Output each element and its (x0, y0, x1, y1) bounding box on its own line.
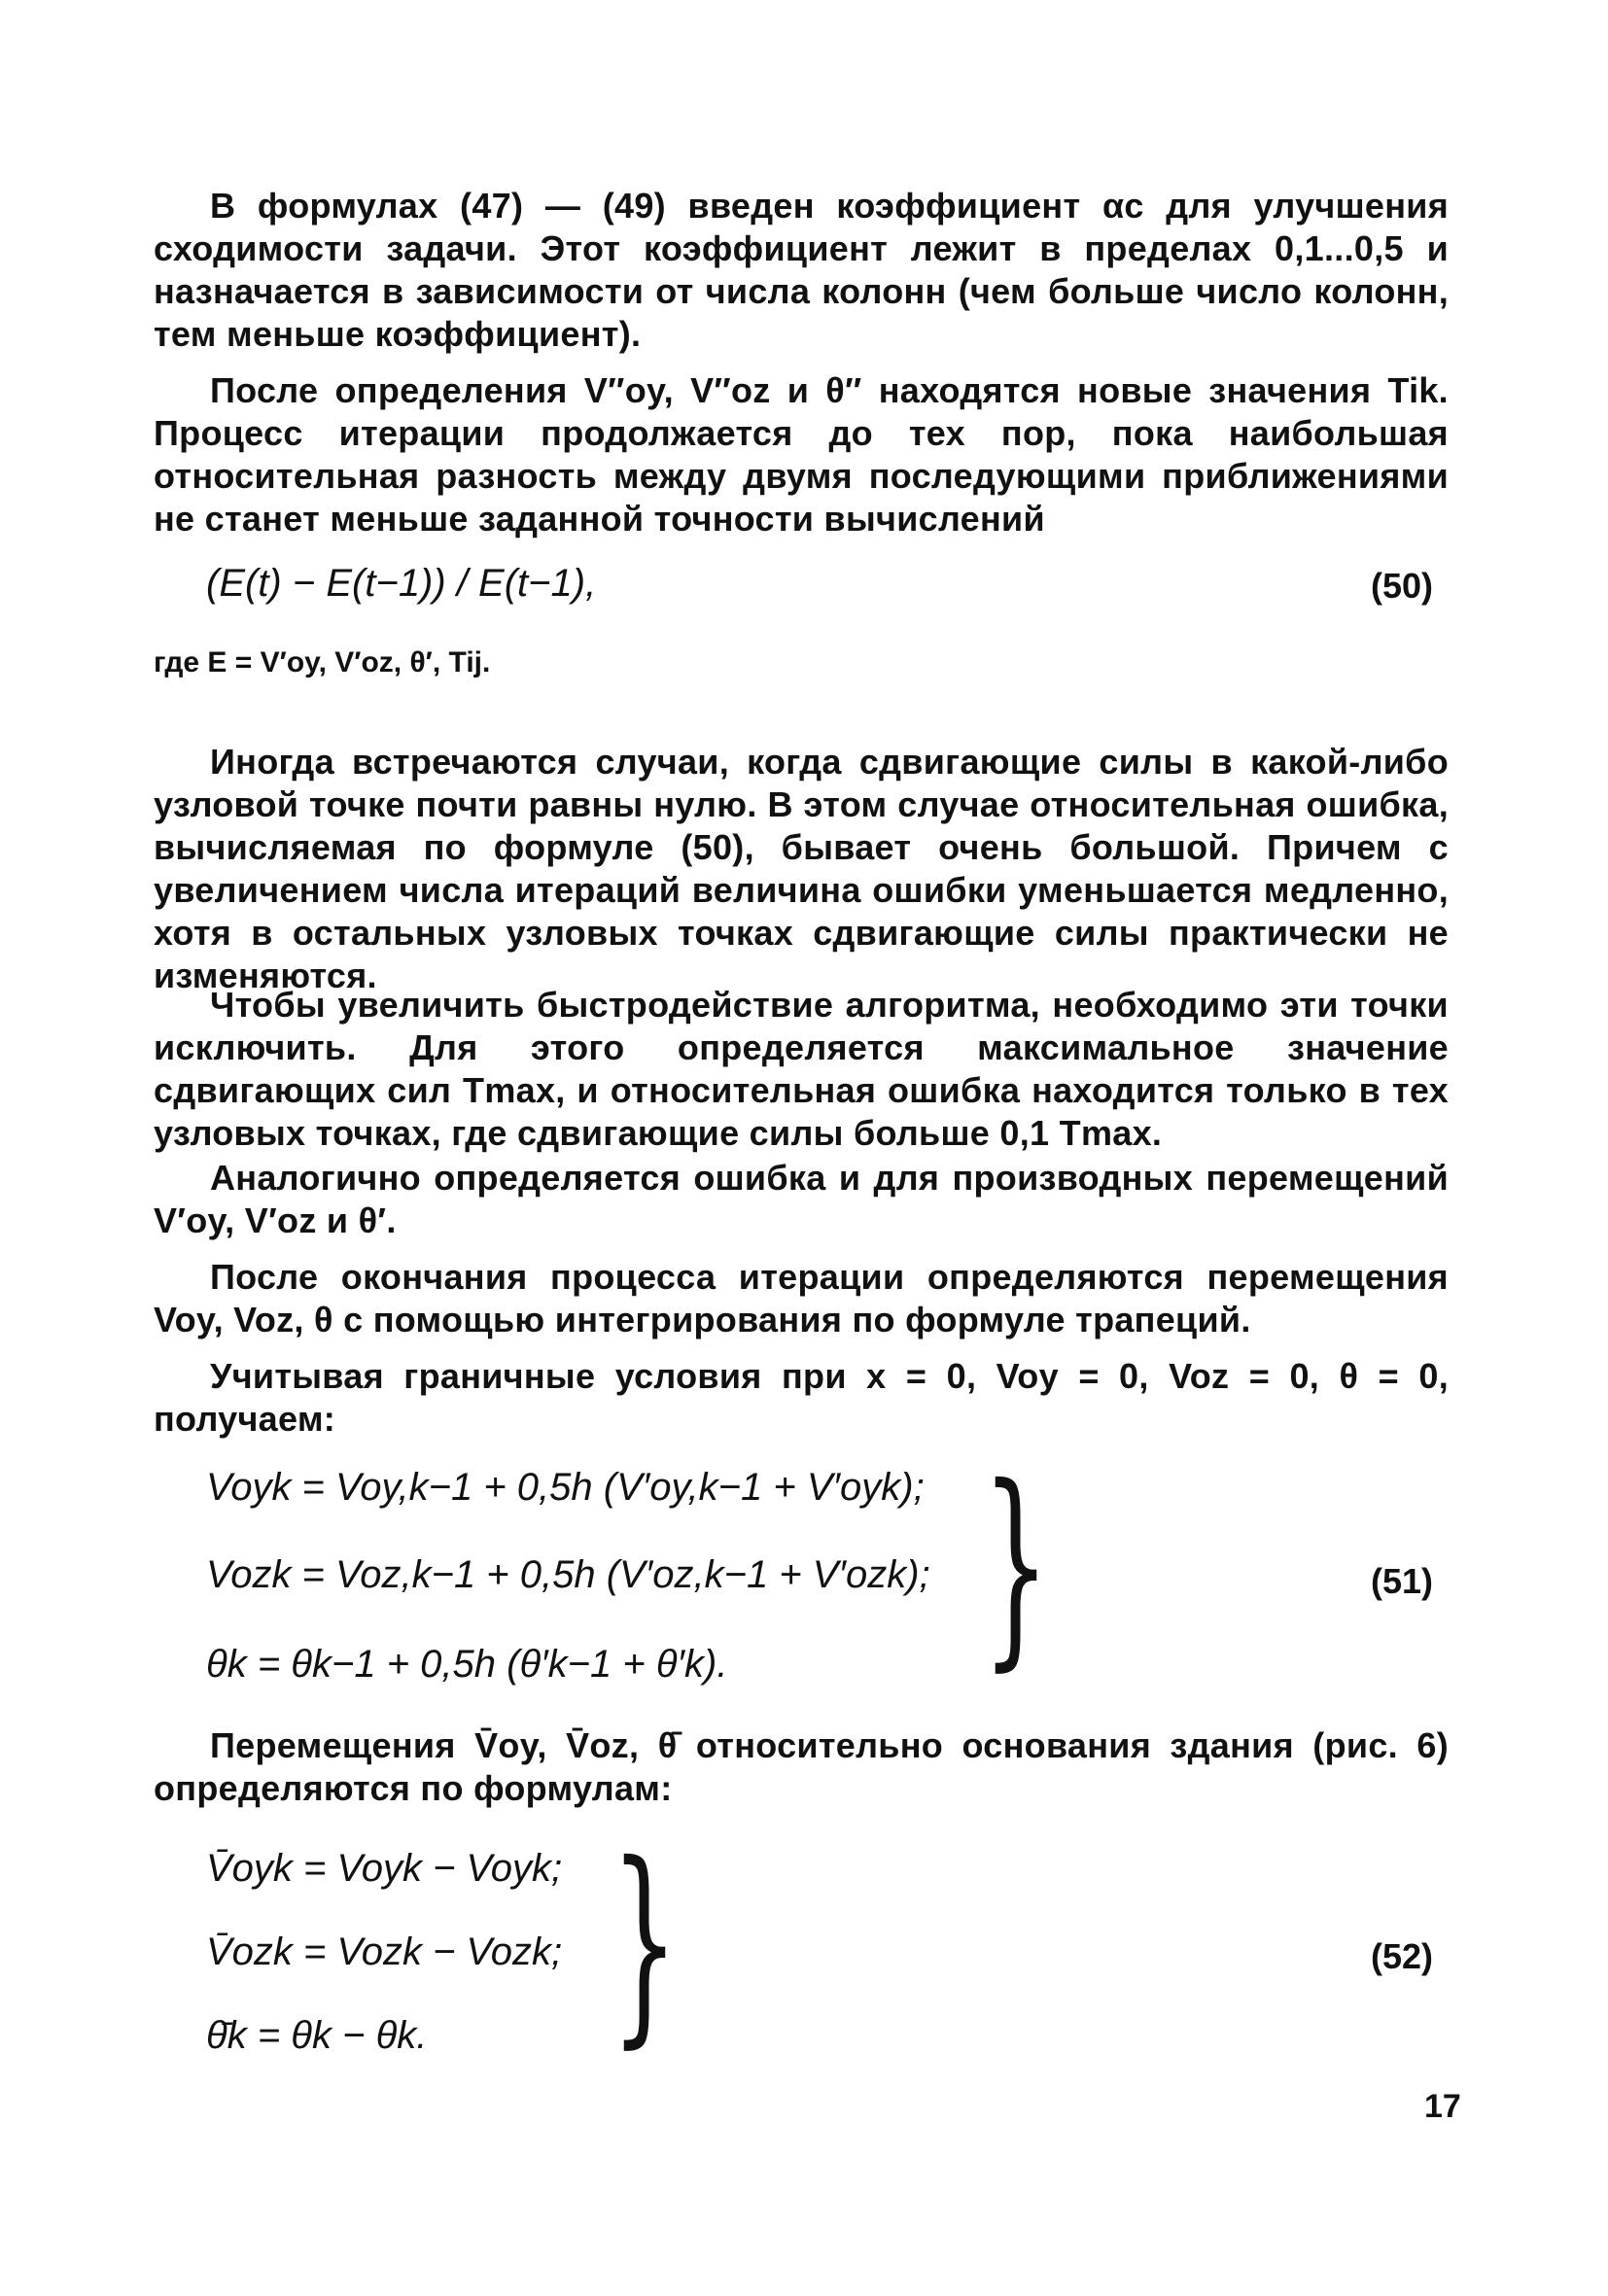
equation-52-number: (52) (1371, 1936, 1434, 1976)
equation-52-line-2: V̄ozk = Vozk − Vozk; (206, 1931, 563, 1973)
paragraph-alpha-coefficient: В формулах (47) — (49) введен коэффициент αc для улучшения сходимости задачи. Этот коэффициент лежит в пределах 0,1...0,5 и назначается в зависимости от числа колонн (чем больше число колонн, тем меньше коэффициент). (154, 186, 1449, 354)
paragraph-relative-displacements: Перемещения V̄oy, V̄oz, θ̄ относительно основания здания (рис. 6) определяются по формулам: (154, 1725, 1449, 1808)
paragraph-iteration-process: После определения V″oy, V″oz и θ″ находятся новые значения Tik. Процесс итерации продолжается до тех пор, пока наибольшая относительная разность между двумя последующими приближениями не станет меньше заданной точности вычислений (154, 370, 1449, 539)
equation-51-line-2: Vozk = Voz,k−1 + 0,5h (V′oz,k−1 + V′ozk); (206, 1553, 930, 1596)
paragraph-derivative-error: Аналогично определяется ошибка и для производных перемещений V′oy, V′oz и θ′. (154, 1158, 1449, 1240)
paragraph-small-forces: Иногда встречаются случаи, когда сдвигающие силы в какой-либо узловой точке почти равны нулю. В этом случае относительная ошибка, вычисляемая по формуле (50), бывает очень большой. Причем с увеличением числа итераций величина ошибки уменьшается медленно, хотя в остальных узловых точках сдвигающие силы практически не изменяются. (154, 742, 1449, 995)
right-brace-52: } (611, 1818, 679, 2067)
paragraph-boundary: Учитывая граничные условия при x = 0, Voy = 0, Voz = 0, θ = 0, получаем: (154, 1356, 1449, 1439)
right-brace-51: } (982, 1441, 1050, 1689)
equation-50: (E(t) − E(t−1)) / E(t−1), (206, 562, 597, 605)
equation-51-line-3: θk = θk−1 + 0,5h (θ′k−1 + θ′k). (206, 1643, 728, 1686)
page-number: 17 (1424, 2088, 1461, 2125)
where-definition: где E = V′oy, V′oz, θ′, Tij. (154, 646, 491, 678)
equation-52-line-3: θ̄k = θk − θk. (206, 2014, 428, 2057)
equation-50-number: (50) (1371, 566, 1434, 606)
paragraph-speedup: Чтобы увеличить быстродействие алгоритма, необходимо эти точки исключить. Для этого определяется максимальное значение сдвигающих сил Tmax, и относительная ошибка находится только в тех узловых точках, где сдвигающие силы больше 0,1 Tmax. (154, 985, 1449, 1153)
equation-51-line-1: Voyk = Voy,k−1 + 0,5h (V′oy,k−1 + V′oyk); (206, 1466, 925, 1509)
paragraph-trapezoid: После окончания процесса итерации определяются перемещения Voy, Voz, θ с помощью интегрирования по формуле трапеций. (154, 1257, 1449, 1339)
equation-52-line-1: V̄oyk = Voyk − Voyk; (206, 1847, 563, 1890)
equation-51-number: (51) (1371, 1561, 1434, 1601)
